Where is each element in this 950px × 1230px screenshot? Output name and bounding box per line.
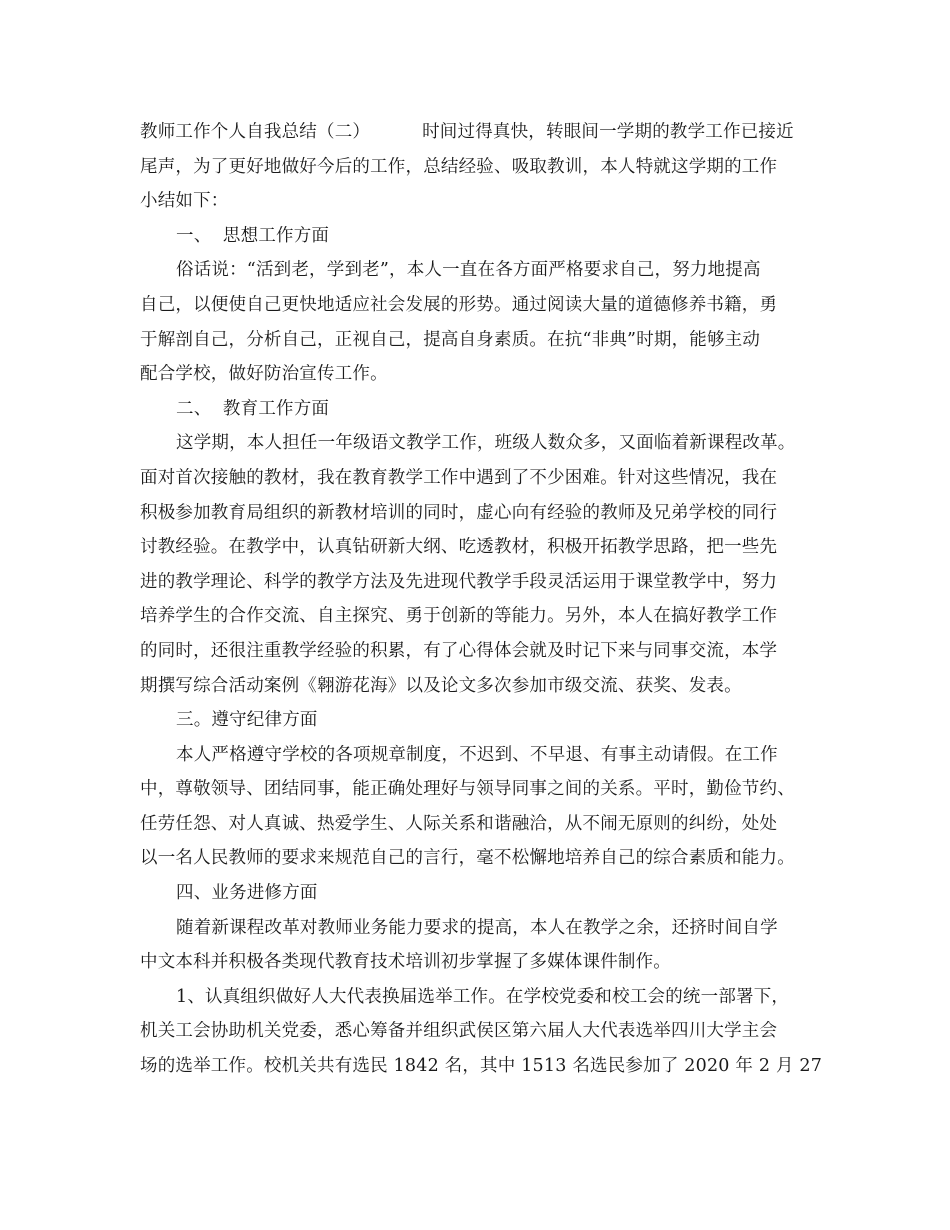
document-page [140, 115, 830, 1084]
section-heading: 一、 思想工作方面 [176, 225, 330, 246]
text-line: 小结如下： [140, 191, 229, 212]
text-line: 1、认真组织做好人大代表换届选举工作。在学校党委和校工会的统一部署下， [176, 986, 790, 1007]
text-line: 本人严格遵守学校的各项规章制度，不迟到、不早退、有事主动请假。在工作 [176, 744, 778, 765]
text-line: 进的教学理论、科学的教学方法及先进现代教学手段灵活运用于课堂教学中，努力 [140, 571, 778, 592]
text-line: 期撰写综合活动案例《翱游花海》以及论文多次参加市级交流、获奖、发表。 [140, 675, 742, 696]
text-line: 俗话说：“活到老，学到老”，本人一直在各方面严格要求自己，努力地提高 [176, 260, 761, 281]
text-line: 以一名人民教师的要求来规范自己的言行，毫不松懈地培养自己的综合素质和能力。 [140, 848, 795, 869]
section-heading: 二、 教育工作方面 [176, 398, 330, 419]
text-line: 中文本科并积极各类现代教育技术培训初步掌握了多媒体课件制作。 [140, 952, 671, 973]
text-line: 中，尊敬领导、团结同事，能正确处理好与领导同事之间的关系。平时，勤俭节约、 [140, 779, 795, 800]
text-line: 场的选举工作。校机关共有选民 1842 名，其中 1513 名选民参加了 2020 年 2 月 27 [140, 1056, 823, 1077]
text-line: 配合学校，做好防治宣传工作。 [140, 364, 388, 385]
text-line: 自己，以便使自己更快地适应社会发展的形势。通过阅读大量的道德修养书籍，勇 [140, 294, 778, 315]
text-line: 的同时，还很注重教学经验的积累，有了心得体会就及时记下来与同事交流，本学 [140, 640, 778, 661]
text-line: 面对首次接触的教材，我在教育教学工作中遇到了不少困难。针对这些情况，我在 [140, 467, 778, 488]
section-heading: 三。遵守纪律方面 [176, 710, 318, 731]
text-line [140, 115, 830, 150]
text-line: 培养学生的合作交流、自主探究、勇于创新的等能力。另外，本人在搞好教学工作 [140, 606, 778, 627]
text-line: 于解剖自己，分析自己，正视自己，提高自身素质。在抗“非典”时期，能够主动 [140, 329, 761, 350]
text-line: 尾声，为了更好地做好今后的工作，总结经验、吸取教训，本人特就这学期的工作 [140, 156, 778, 177]
text-line: 随着新课程改革对教师业务能力要求的提高，本人在教学之余，还挤时间自学 [176, 917, 778, 938]
text-line: 任劳任怨、对人真诚、热爱学生、人际关系和谐融洽，从不闹无原则的纠纷，处处 [140, 813, 778, 834]
text-line: 这学期，本人担任一年级语文教学工作，班级人数众多，又面临着新课程改革。 [176, 433, 796, 454]
text-line: 讨教经验。在教学中，认真钻研新大纲、吃透教材，积极开拓教学思路，把一些先 [140, 537, 778, 558]
text-line: 积极参加教育局组织的新教材培训的同时，虚心向有经验的教师及兄弟学校的同行 [140, 502, 778, 523]
intro-text: 时间过得真快，转眼间一学期的教学工作已接近 [422, 122, 794, 142]
text-line: 机关工会协助机关党委，悉心筹备并组织武侯区第六届人大代表选举四川大学主会 [140, 1021, 778, 1042]
section-heading: 四、业务进修方面 [176, 883, 318, 904]
document-title: 教师工作个人自我总结（二） [140, 122, 371, 142]
